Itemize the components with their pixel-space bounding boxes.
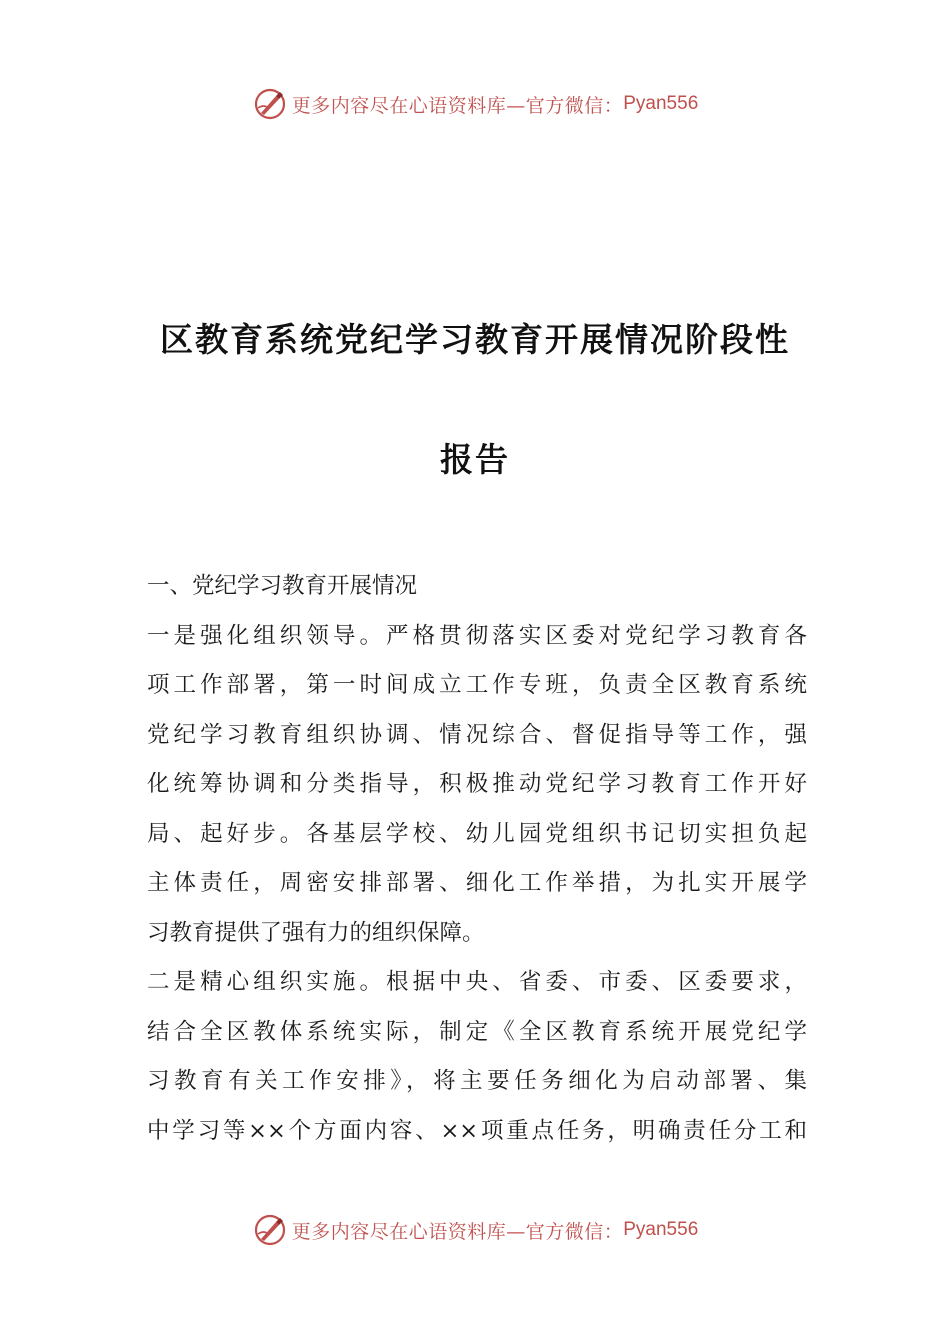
body-line: 党纪学习教育组织协调、情况综合、督促指导等工作，强	[147, 721, 807, 748]
watermark-handle: Pyan556	[623, 1219, 699, 1240]
watermark-text: 更多内容尽在心语资料库—官方微信：	[291, 94, 624, 117]
pen-logo-icon	[252, 1212, 288, 1248]
body-line: 二是精心组织实施。根据中央、省委、市委、区委要求，	[147, 969, 807, 995]
body-line: 项工作部署，第一时间成立工作专班，负责全区教育系统	[147, 672, 807, 698]
body-line: 局、起好步。各基层学校、幼儿园党组织书记切实担负起	[147, 820, 807, 847]
pen-logo-icon	[252, 86, 288, 122]
body-line: 主体责任，周密安排部署、细化工作举措，为扎实开展学	[147, 870, 807, 896]
body-line: 习教育有关工作安排》，将主要任务细化为启动部署、集	[147, 1068, 807, 1094]
document-body	[147, 562, 807, 1156]
header-watermark	[0, 80, 950, 128]
watermark-handle: Pyan556	[623, 93, 699, 114]
section-heading: 一、党纪学习教育开展情况	[147, 573, 418, 599]
body-line: 一是强化组织领导。严格贯彻落实区委对党纪学习教育各	[147, 622, 807, 649]
footer-watermark	[0, 1206, 950, 1254]
watermark-text: 更多内容尽在心语资料库—官方微信：	[291, 1220, 624, 1243]
body-line: 化统筹协调和分类指导，积极推动党纪学习教育工作开好	[147, 771, 807, 797]
document-title-line-1: 区教育系统党纪学习教育开展情况阶段性	[160, 320, 790, 359]
body-line: 结合全区教体系统实际，制定《全区教育系统开展党纪学	[147, 1018, 807, 1045]
body-line: 习教育提供了强有力的组织保障。	[147, 919, 485, 946]
body-line: 中学习等××个方面内容、××项重点任务，明确责任分工和	[147, 1117, 807, 1144]
document-title-line-2: 报告	[440, 440, 510, 479]
